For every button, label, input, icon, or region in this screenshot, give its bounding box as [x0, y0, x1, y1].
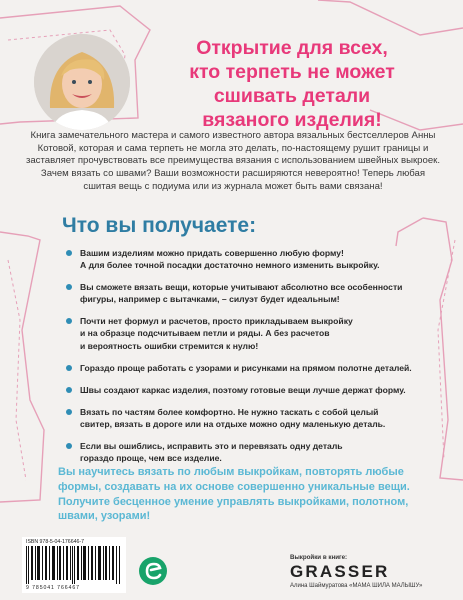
bullet-icon: [66, 250, 72, 256]
benefit-line: свитер, вязать в дороге или на отдыхе можно одну маленькую деталь.: [80, 418, 386, 429]
bullet-icon: [66, 443, 72, 449]
benefits-list: [66, 247, 436, 474]
benefit-line: Почти нет формул и расчетов, просто прикладываем выкройку: [80, 316, 353, 327]
closing-line: Вы научитесь вязать по любым выкройкам, повторять любые: [58, 466, 404, 478]
benefit-line: Вязать по частям более комфортно. Не нужно таскать с собой целый: [80, 406, 379, 417]
benefit-line: Гораздо проще работать с узорами и рисунками на прямом полотне деталей.: [80, 362, 412, 373]
barcode-icon: [26, 546, 122, 584]
closing-line: Получите бесценное умение управлять выкройками, полотном,: [58, 495, 409, 508]
benefit-item: [66, 406, 436, 430]
bullet-icon: [66, 365, 72, 371]
headline-line: сшивать детали: [213, 85, 371, 107]
benefit-line: Если вы ошиблись, исправить это и перевязать одну деталь: [80, 441, 343, 452]
benefit-line: А для более точной посадки достаточно немного изменить выкройку.: [80, 260, 380, 271]
bullet-icon: [66, 409, 72, 415]
grasser-logo: GRASSER: [290, 562, 390, 581]
benefit-item: [66, 440, 436, 464]
author-photo: [34, 34, 130, 130]
bullet-icon: [66, 284, 72, 290]
closing-line: формы, создавать на их основе совершенно уникальные вещи.: [58, 480, 410, 493]
bullet-icon: [66, 387, 72, 393]
isbn-label: ISBN 978-5-04-176646-7: [26, 539, 84, 545]
barcode-digits: 9 785041 766467: [26, 585, 80, 591]
author-portrait-icon: [34, 34, 130, 130]
benefit-item: [66, 362, 436, 374]
benefit-item: [66, 281, 436, 305]
headline: [132, 36, 452, 132]
benefit-line: Вы сможете вязать вещи, которые учитывают абсолютно все особенности: [80, 282, 403, 293]
benefit-line: фигуры, например с вытачками, – силуэт будет идеальным!: [80, 294, 340, 305]
benefit-line: Швы создают каркас изделия, поэтому готовые вещи лучше держат форму.: [80, 384, 406, 395]
benefit-item: [66, 384, 436, 396]
intro-paragraph: Книга замечательного мастера и самого известного автора вязальных бестселлеров Анны Котовой, которая и сама терпеть не могла это делать, по-настоящему рушит границы и заставляет прочувствовать все преимущества вязания с использованием швейных выкроек. Зачем вязать со швами? Ваши возможности расширяются невероятно! Теперь любая сшитая вещь с подиума или из журнала может быть вами связана!: [25, 130, 441, 192]
barcode-block: [22, 537, 126, 593]
headline-line: вязаного изделия!: [202, 109, 382, 131]
benefit-line: Вашим изделиям можно придать совершенно любую форму!: [80, 248, 344, 258]
headline-line: Открытие для всех,: [196, 37, 388, 59]
grasser-caption: Выкройки в книге:: [290, 554, 348, 561]
benefit-line: и вероятность ошибки стремится к нулю!: [80, 340, 259, 351]
section-title: Что вы получаете:: [62, 214, 257, 237]
eksmo-logo-icon: [138, 556, 168, 586]
benefit-line: гораздо проще, чем все изделие.: [80, 453, 222, 464]
grasser-book-title: Алина Шаймуратова «МАМА ШИЛА МАЛЫШУ»: [290, 583, 423, 589]
headline-line: кто терпеть не может: [189, 61, 395, 83]
benefit-item: [66, 247, 436, 271]
benefit-item: [66, 315, 436, 351]
bullet-icon: [66, 318, 72, 324]
closing-line: швами, узорами!: [58, 510, 151, 523]
closing-paragraph: [58, 465, 428, 524]
benefit-line: и на образце подсчитываем петли и ряды. А без расчетов: [80, 328, 330, 339]
